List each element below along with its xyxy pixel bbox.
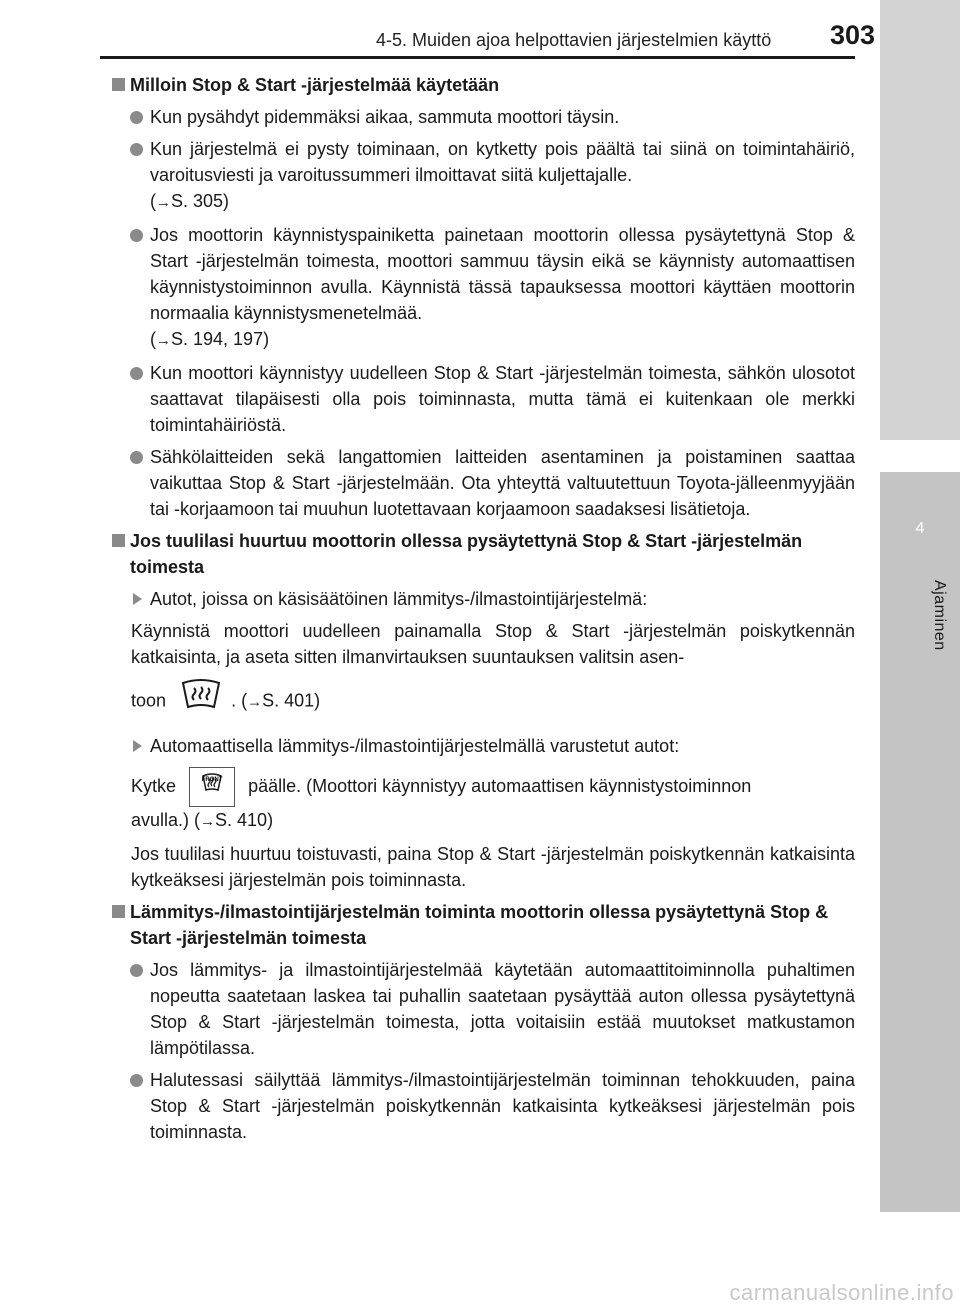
front-label: FRONT bbox=[201, 777, 223, 784]
chapter-section-title: 4-5. Muiden ajoa helpottavien järjestelmien käyttö bbox=[376, 30, 772, 50]
reference-arrow-icon: → bbox=[156, 332, 171, 349]
page-reference: S. 194, 197 bbox=[171, 329, 264, 349]
round-bullet-icon bbox=[130, 1074, 143, 1087]
round-bullet-icon bbox=[130, 367, 143, 380]
instruction-paragraph: Jos tuulilasi huurtuu toistuvasti, paina Stop & Start -järjestelmän poiskytkennän katkaisinta kytkeäksesi järjestelmän pois toiminnasta. bbox=[131, 844, 855, 891]
list-item: Jos lämmitys- ja ilmastointijärjestelmää käytetään automaattitoiminnolla puhaltimen nopeutta saatetaan laskea tai puhallin saatetaan pysäyttää auton ollessa pysäytettynä Stop & Start -järjestelmän toimesta, jotta voitaisiin estää muutokset matkustamon lämpötilassa. bbox=[110, 957, 855, 1061]
square-bullet-icon bbox=[112, 905, 125, 918]
list-item: Kun järjestelmä ei pysty toiminaan, on kytketty pois päältä tai siinä on toimintahäiriö, varoitusviesti ja varoitussummeri ilmoittavat siitä kuljettajalle. (→S. 305) bbox=[110, 136, 855, 216]
chapter-label: Ajaminen bbox=[931, 580, 948, 651]
reference-arrow-icon: → bbox=[247, 693, 263, 711]
list-item: Kun pysähdyt pidemmäksi aikaa, sammuta moottori täysin. bbox=[110, 104, 855, 130]
subheading: Automaattisella lämmitys-/ilmastointijärjestelmällä varustetut autot: bbox=[110, 733, 855, 759]
triangle-bullet-icon bbox=[133, 740, 142, 752]
round-bullet-icon bbox=[130, 143, 143, 156]
list-item: Halutessasi säilyttää lämmitys-/ilmastointijärjestelmän toiminnan tehokkuuden, paina Stop & Start -järjestelmän poiskytkennän katkaisinta kytkeäksesi järjestelmän pois toiminnasta. bbox=[110, 1067, 855, 1145]
subheading: Autot, joissa on käsisäätöinen lämmitys-/ilmastointijärjestelmä: bbox=[110, 586, 855, 612]
page-header bbox=[0, 0, 960, 60]
page-number: 303 bbox=[830, 20, 876, 50]
windshield-defroster-icon bbox=[179, 676, 223, 727]
triangle-bullet-icon bbox=[133, 593, 142, 605]
square-bullet-icon bbox=[112, 534, 125, 547]
watermark: carmanualsonline.info bbox=[729, 1280, 954, 1305]
section-heading: Jos tuulilasi huurtuu moottorin ollessa pysäytettynä Stop & Start -järjestelmän toimesta bbox=[110, 528, 855, 580]
round-bullet-icon bbox=[130, 964, 143, 977]
section-heading: Lämmitys-/ilmastointijärjestelmän toiminta moottorin ollessa pysäytettynä Stop & Start -järjestelmän toimesta bbox=[110, 899, 855, 951]
page-content bbox=[110, 72, 855, 1151]
reference-arrow-icon: → bbox=[200, 813, 216, 831]
round-bullet-icon bbox=[130, 229, 143, 242]
instruction-paragraph: Kytke FRONT päälle. (Moottori käynnistyy automaattisen käynnistystoiminnon avulla.) (→S. 410) bbox=[110, 765, 855, 835]
section-heading: Milloin Stop & Start -järjestelmää käytetään bbox=[110, 72, 855, 98]
header-rule bbox=[100, 56, 855, 59]
reference-arrow-icon: → bbox=[156, 194, 171, 211]
round-bullet-icon bbox=[130, 111, 143, 124]
chapter-number: 4 bbox=[915, 520, 925, 537]
instruction-paragraph: toon . (→S. 401) bbox=[110, 676, 855, 727]
page-reference: S. 305 bbox=[171, 191, 224, 211]
page-reference: S. 401 bbox=[262, 690, 315, 711]
page-reference: S. 410 bbox=[215, 810, 268, 831]
list-item: Kun moottori käynnistyy uudelleen Stop & Start -järjestelmän toimesta, sähkön ulosotot saattavat tilapäisesti olla pois toiminnasta, mutta tämä ei kuitenkaan ole merkki toimintahäiriöstä. bbox=[110, 360, 855, 438]
list-item: Sähkölaitteiden sekä langattomien laitteiden asentaminen ja poistaminen saattaa vaikuttaa Stop & Start -järjestelmään. Ota yhteyttä valtuutettuun Toyota-jälleenmyyjään tai -korjaamoon tai muuhun luotettavaan korjaamoon saadaksesi lisätietoja. bbox=[110, 444, 855, 522]
instruction-paragraph: Käynnistä moottori uudelleen painamalla Stop & Start -järjestelmän poiskytkennän katkaisinta, ja aseta sitten ilmanvirtauksen suuntauksen valitsin asen- bbox=[131, 621, 855, 667]
list-item: Jos moottorin käynnistyspainiketta painetaan moottorin ollessa pysäytettynä Stop & Start -järjestelmän toimesta, moottori sammuu täysin eikä se käynnisty automaattisen käynnistystoiminnon avulla. Käynnistä tässä tapauksessa moottori käyttäen moottorin normaalia käynnistysmenetelmää. (→S. 194, 197) bbox=[110, 222, 855, 354]
side-margin-band bbox=[880, 0, 960, 440]
front-defroster-button-icon bbox=[189, 767, 235, 807]
round-bullet-icon bbox=[130, 451, 143, 464]
square-bullet-icon bbox=[112, 78, 125, 91]
